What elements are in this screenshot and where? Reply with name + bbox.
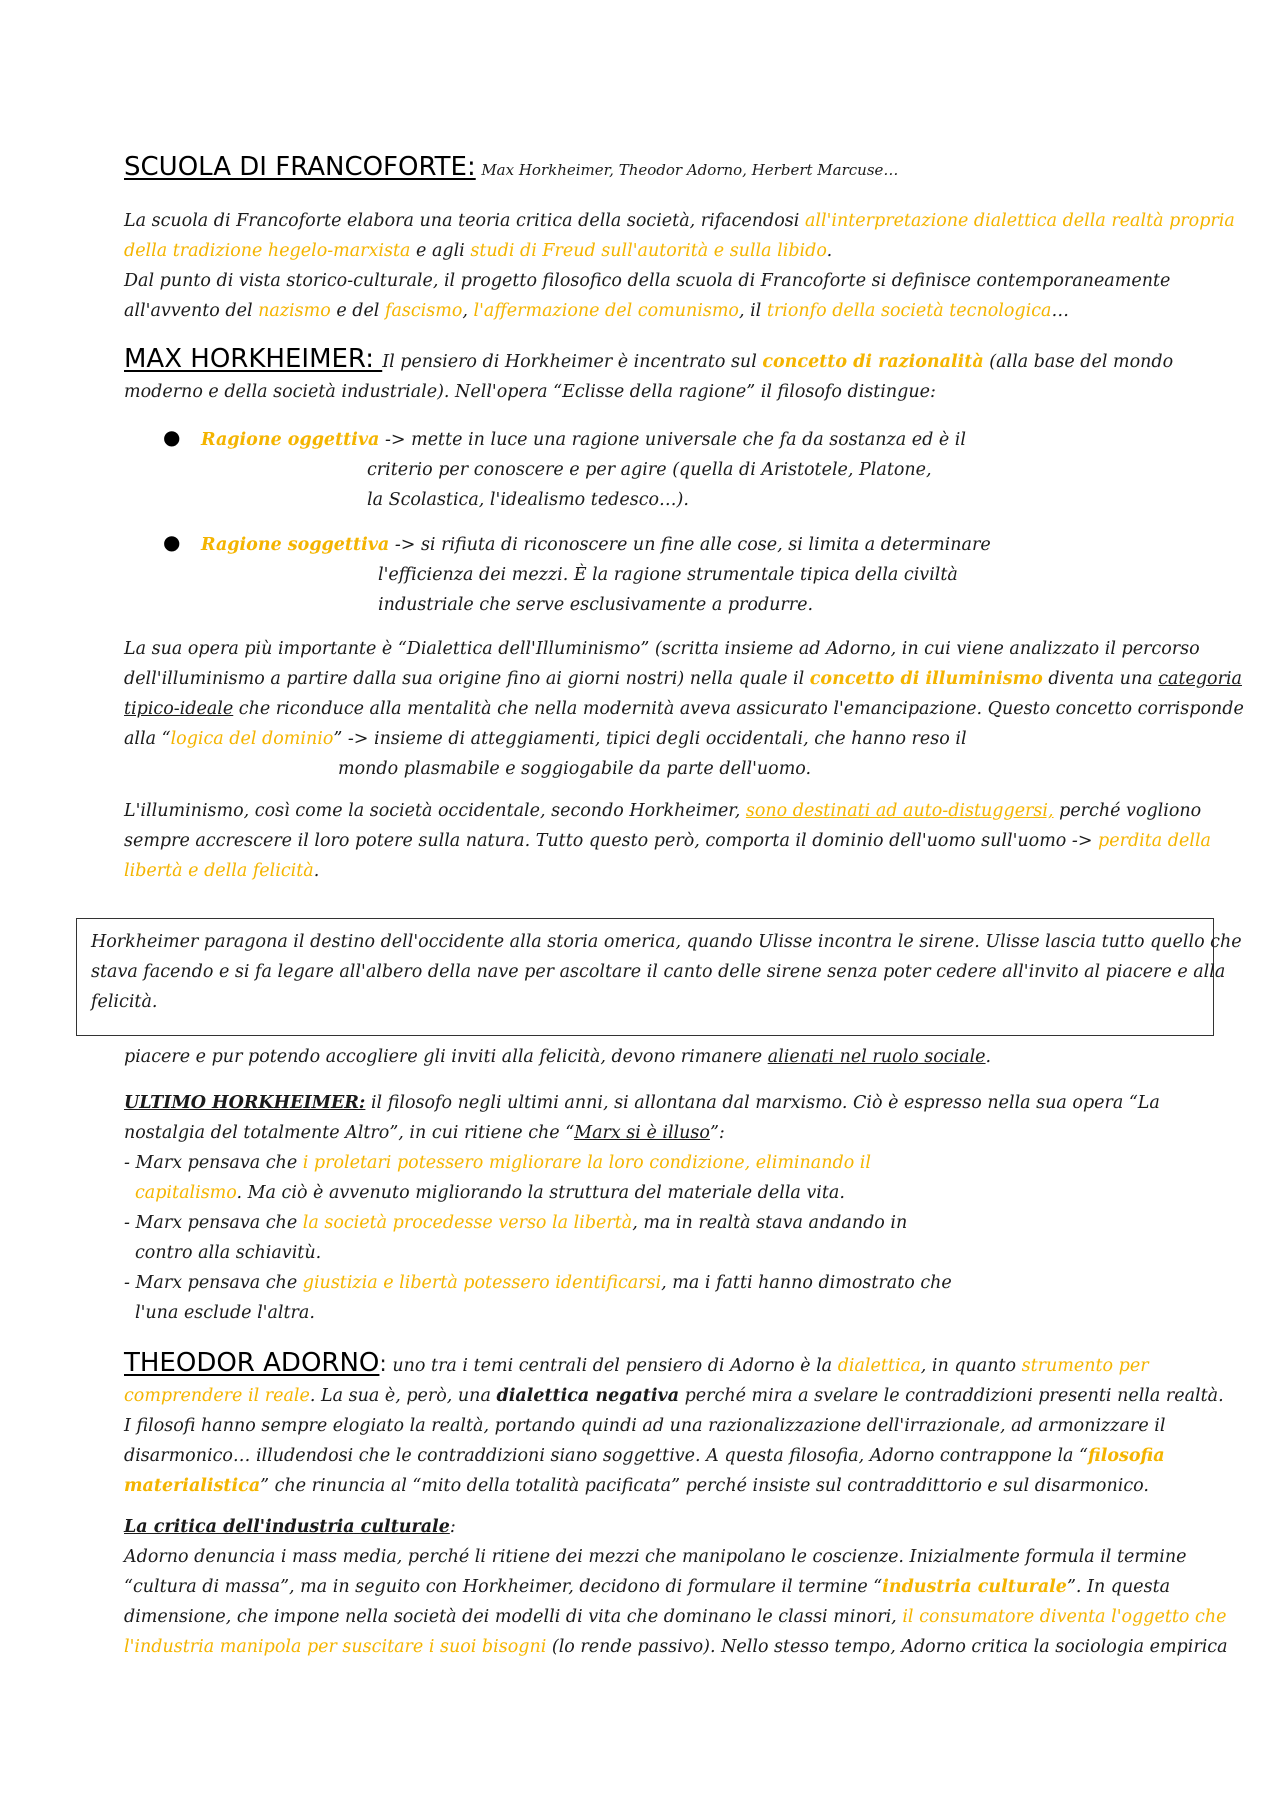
text: “cultura di massa”, ma in seguito con Horkheimer, decidono di formulare il termine “: [124, 1577, 883, 1597]
highlight-text: il consumatore diventa l'oggetto che: [902, 1607, 1227, 1627]
text: …: [1051, 301, 1069, 321]
text: e agli: [410, 241, 471, 261]
highlight-text: nazismo: [258, 301, 331, 321]
bullet-icon: ●: [163, 530, 181, 554]
text: ” -> insieme di atteggiamenti, tipici degli occidentali, che hanno reso il: [333, 729, 967, 749]
text: stava facendo e si fa legare all'albero della nave per ascoltare il canto delle sirene senza poter cedere all'invito al piacere e alla: [91, 962, 1226, 982]
title-heading: SCUOLA DI FRANCOFORTE:: [124, 152, 476, 182]
text: ,: [462, 301, 474, 321]
text: . La sua è, però, una: [309, 1386, 497, 1406]
highlight-text: capitalismo: [135, 1183, 237, 1203]
highlight-text: Ragione soggettiva: [201, 535, 390, 555]
text: L'illuminismo, così come la società occidentale, secondo Horkheimer,: [124, 801, 746, 821]
text: diventa una: [1042, 669, 1159, 689]
illuminismo-paragraph: [124, 796, 1211, 886]
highlight-text: libertà e della felicità: [124, 861, 314, 881]
highlight-text: dialettica: [837, 1356, 921, 1376]
text: perché mira a svelare le contraddizioni presenti nella realtà.: [679, 1386, 1224, 1406]
text: , in quanto: [920, 1356, 1022, 1376]
underlined-text: tipico-ideale: [124, 699, 234, 719]
ultimo-horkheimer-section: [124, 1088, 1174, 1328]
highlight-text: concetto di illuminismo: [809, 669, 1043, 689]
highlight-text: materialistica: [124, 1476, 261, 1496]
bullet-ragione-oggettiva: [201, 425, 1101, 515]
text: Dal punto di vista storico-culturale, il progetto filosofico della scuola di Francoforte si definisce contemporaneamente: [124, 271, 1171, 291]
text: che riconduce alla mentalità che nella modernità aveva assicurato l'emancipazione. Questo concetto corrisponde: [233, 699, 1244, 719]
bullet-ragione-soggettiva: [201, 530, 1101, 620]
highlight-text: industria culturale: [882, 1577, 1067, 1597]
text: (alla base del mondo: [983, 352, 1174, 372]
text: e del: [330, 301, 385, 321]
underlined-text: Marx si è illuso: [574, 1123, 710, 1143]
text: La sua opera più importante è “Dialettica dell'Illuminismo” (scritta insieme ad Adorno, in cui viene analizzato il percorso: [124, 639, 1200, 659]
text: dimensione, che impone nella società dei modelli di vita che dominano le classi minori,: [124, 1607, 903, 1627]
text: :: [379, 1352, 387, 1377]
underlined-text: alienati nel ruolo sociale: [767, 1047, 986, 1067]
text: disarmonico… illudendosi che le contraddizioni siano soggettive. A questa filosofia, Adorno contrappone la “: [124, 1446, 1088, 1466]
text: moderno e della società industriale). Nell'opera “Eclisse della ragione” il filosofo distingue:: [124, 382, 936, 402]
text: dell'illuminismo a partire dalla sua origine fino ai giorni nostri) nella quale il: [124, 669, 810, 689]
bullet-icon: ●: [163, 425, 181, 449]
horkheimer-intro: [124, 344, 1174, 407]
text: mondo plasmabile e soggiogabile da parte dell'uomo.: [338, 759, 812, 779]
text: Horkheimer paragona il destino dell'occidente alla storia omerica, quando Ulisse incontra le sirene. Ulisse lascia tutto quello che: [91, 932, 1242, 952]
text: nostalgia del totalmente Altro”, in cui ritiene che “: [124, 1123, 575, 1143]
document-title: [124, 152, 1174, 185]
text: ” che rinuncia al “mito della totalità pacificata” perché insiste sul contraddittorio e sul disarmonico.: [260, 1476, 1149, 1496]
highlight-text: all'interpretazione dialettica della realtà propria: [804, 211, 1235, 231]
text: - Marx pensava che: [124, 1273, 303, 1293]
highlight-text: strumento per: [1021, 1356, 1149, 1376]
text: . Ma ciò è avvenuto migliorando la struttura del materiale della vita.: [236, 1183, 845, 1203]
text: il filosofo negli ultimi anni, si allontana dal marxismo. Ciò è espresso nella sua opera “La: [365, 1093, 1160, 1113]
section-heading-adorno: THEODOR ADORNO: [124, 1348, 380, 1378]
text: -> mette in luce una ragione universale che fa da sostanza ed è il: [379, 430, 966, 450]
highlight-text: concetto di razionalità: [762, 352, 984, 372]
section-heading-horkheimer: MAX HORKHEIMER:: [124, 344, 383, 374]
underlined-text: categoria: [1158, 669, 1242, 689]
highlight-text: Ragione oggettiva: [201, 430, 380, 450]
text: alla “: [124, 729, 171, 749]
text: :: [449, 1517, 456, 1537]
highlight-text: l'affermazione del comunismo: [473, 301, 739, 321]
text: .: [826, 241, 833, 261]
text: contro alla schiavitù.: [135, 1243, 322, 1263]
text: La scuola di Francoforte elabora una teoria critica della società, rifacendosi: [124, 211, 805, 231]
highlight-text: giustizia e libertà potessero identificarsi: [302, 1273, 662, 1293]
text: all'avvento del: [124, 301, 259, 321]
ulisse-note-box: [76, 918, 1242, 1036]
highlight-text: perdita della: [1098, 831, 1211, 851]
text: - Marx pensava che: [124, 1153, 303, 1173]
highlight-text: comprendere il reale: [124, 1386, 310, 1406]
text: perché vogliono: [1053, 801, 1202, 821]
text: sempre accrescere il loro potere sulla natura. Tutto questo però, comporta il dominio dell'uomo sull'uomo ->: [124, 831, 1099, 851]
highlight-text: i proletari potessero migliorare la loro condizione, eliminando il: [302, 1153, 871, 1173]
highlight-text: della tradizione hegelo-marxista: [124, 241, 411, 261]
text: , ma i fatti hanno dimostrato che: [661, 1273, 952, 1293]
dialettica-paragraph: [124, 634, 1244, 784]
text: Adorno denuncia i mass media, perché li ritiene dei mezzi che manipolano le coscienze. Inizialmente formula il termine: [124, 1547, 1187, 1567]
text: uno tra i temi centrali del pensiero di Adorno è la: [386, 1356, 838, 1376]
intro-paragraph: [124, 206, 1235, 326]
text: .: [313, 861, 320, 881]
text: I filosofi hanno sempre elogiato la realtà, portando quindi ad una razionalizzazione dell'irrazionale, ad armonizzare il: [124, 1416, 1166, 1436]
section-heading-ultimo: ULTIMO HORKHEIMER:: [124, 1093, 366, 1113]
text: l'una esclude l'altra.: [135, 1303, 315, 1323]
text: felicità.: [91, 992, 158, 1012]
bold-text: dialettica negativa: [496, 1386, 680, 1406]
text: Il pensiero di Horkheimer è incentrato sul: [382, 352, 763, 372]
text: (lo rende passivo). Nello stesso tempo, Adorno critica la sociologia empirica: [546, 1637, 1228, 1657]
critica-section: [124, 1512, 1228, 1662]
highlight-text: filosofia: [1087, 1446, 1165, 1466]
after-box-line: [124, 1042, 1174, 1072]
text: -> si rifiuta di riconoscere un fine alle cose, si limita a determinare: [389, 535, 991, 555]
text: la Scolastica, l'idealismo tedesco…).: [367, 490, 689, 510]
text: .: [985, 1047, 992, 1067]
highlight-text: la società procedesse verso la libertà: [302, 1213, 633, 1233]
text: ”. In questa: [1066, 1577, 1171, 1597]
highlight-text: logica del dominio: [170, 729, 334, 749]
highlight-text: l'industria manipola per suscitare i suoi bisogni: [124, 1637, 547, 1657]
highlight-text: fascismo: [384, 301, 463, 321]
highlight-text: sono destinati ad auto-distuggersi,: [745, 801, 1054, 821]
text: l'efficienza dei mezzi. È la ragione strumentale tipica della civiltà: [378, 565, 958, 585]
section-heading-critica: La critica dell'industria culturale: [124, 1517, 450, 1537]
text: - Marx pensava che: [124, 1213, 303, 1233]
text: industriale che serve esclusivamente a produrre.: [378, 595, 814, 615]
highlight-text: studi di Freud sull'autorità e sulla libido: [470, 241, 827, 261]
title-subtitle: Max Horkheimer, Theodor Adorno, Herbert Marcuse…: [481, 161, 899, 179]
text: , il: [738, 301, 767, 321]
text: ”:: [709, 1123, 725, 1143]
text: piacere e pur potendo accogliere gli inviti alla felicità, devono rimanere: [124, 1047, 768, 1067]
adorno-section: [124, 1348, 1224, 1501]
highlight-text: trionfo della società tecnologica: [766, 301, 1052, 321]
text: , ma in realtà stava andando in: [632, 1213, 908, 1233]
text: criterio per conoscere e per agire (quella di Aristotele, Platone,: [367, 460, 932, 480]
